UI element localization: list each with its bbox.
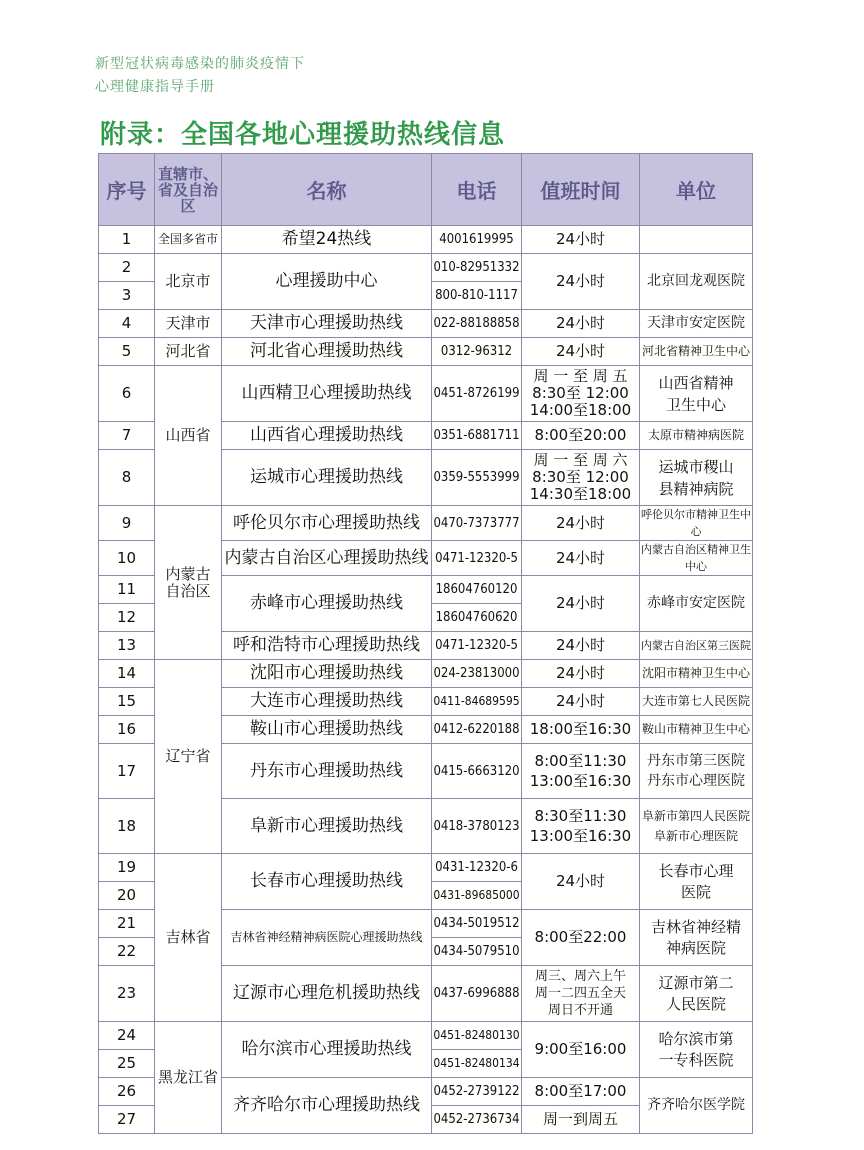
cell-unit: 丹东市第三医院 丹东市心理医院	[640, 744, 753, 799]
cell-time: 24小时	[522, 226, 640, 254]
col-header-phone: 电话	[432, 154, 522, 226]
col-header-name: 名称	[222, 154, 432, 226]
cell-phone: 0470-7373777	[432, 506, 522, 541]
cell-name: 阜新市心理援助热线	[222, 799, 432, 854]
cell-name: 吉林省神经精神病医院心理援助热线	[222, 910, 432, 966]
table-row	[99, 660, 753, 688]
cell-phone: 800-810-1117	[432, 282, 522, 310]
cell-name: 呼伦贝尔市心理援助热线	[222, 506, 432, 541]
cell-unit: 吉林省神经精 神病医院	[640, 910, 753, 966]
cell-phone: 0359-5553999	[432, 450, 522, 506]
cell-no: 15	[99, 688, 155, 716]
col-header-no: 序号	[99, 154, 155, 226]
col-header-time: 值班时间	[522, 154, 640, 226]
cell-time: 24小时	[522, 338, 640, 366]
cell-no: 19	[99, 854, 155, 882]
cell-name: 哈尔滨市心理援助热线	[222, 1022, 432, 1078]
page-title: 附录：全国各地心理援助热线信息	[100, 120, 506, 150]
cell-name: 内蒙古自治区心理援助热线	[222, 541, 432, 576]
cell-no: 27	[99, 1106, 155, 1134]
cell-unit: 齐齐哈尔医学院	[640, 1078, 753, 1134]
cell-phone: 024-23813000	[432, 660, 522, 688]
cell-time: 24小时	[522, 854, 640, 910]
cell-phone: 0312-96312	[432, 338, 522, 366]
handbook-header-line2: 心理健康指导手册	[95, 79, 215, 95]
cell-unit: 天津市安定医院	[640, 310, 753, 338]
cell-province: 辽宁省	[155, 660, 222, 854]
cell-no: 16	[99, 716, 155, 744]
table-row	[99, 310, 753, 338]
cell-unit: 长春市心理 医院	[640, 854, 753, 910]
cell-time: 周 一 至 周 五 8:30至 12:00 14:00至18:00	[522, 366, 640, 422]
cell-province: 山西省	[155, 366, 222, 506]
table-header-row	[99, 154, 753, 226]
cell-no: 21	[99, 910, 155, 938]
cell-time: 24小时	[522, 254, 640, 310]
cell-time: 24小时	[522, 688, 640, 716]
cell-province: 黑龙江省	[155, 1022, 222, 1134]
cell-name: 希望24热线	[222, 226, 432, 254]
cell-phone: 0451-8726199	[432, 366, 522, 422]
cell-phone: 0434-5019512	[432, 910, 522, 938]
cell-phone: 010-82951332	[432, 254, 522, 282]
cell-unit: 大连市第七人民医院	[640, 688, 753, 716]
cell-unit: 呼伦贝尔市精神卫生中心	[640, 506, 753, 541]
cell-name: 呼和浩特市心理援助热线	[222, 632, 432, 660]
cell-no: 4	[99, 310, 155, 338]
cell-time: 24小时	[522, 541, 640, 576]
cell-unit: 山西省精神 卫生中心	[640, 366, 753, 422]
cell-name: 大连市心理援助热线	[222, 688, 432, 716]
handbook-header-line1: 新型冠状病毒感染的肺炎疫情下	[95, 56, 305, 72]
cell-no: 26	[99, 1078, 155, 1106]
cell-unit: 哈尔滨市第 一专科医院	[640, 1022, 753, 1078]
cell-no: 25	[99, 1050, 155, 1078]
cell-no: 9	[99, 506, 155, 541]
cell-time: 8:00至17:00	[522, 1078, 640, 1106]
table-row	[99, 254, 753, 282]
cell-name: 心理援助中心	[222, 254, 432, 310]
cell-name: 天津市心理援助热线	[222, 310, 432, 338]
cell-name: 辽源市心理危机援助热线	[222, 966, 432, 1022]
cell-phone: 18604760620	[432, 604, 522, 632]
cell-province: 全国多省市	[155, 226, 222, 254]
cell-phone: 0418-3780123	[432, 799, 522, 854]
cell-unit: 内蒙古自治区第三医院	[640, 632, 753, 660]
cell-name: 丹东市心理援助热线	[222, 744, 432, 799]
cell-no: 8	[99, 450, 155, 506]
cell-phone: 4001619995	[432, 226, 522, 254]
cell-phone: 0451-82480134	[432, 1050, 522, 1078]
cell-phone: 0431-12320-6	[432, 854, 522, 882]
cell-phone: 0351-6881711	[432, 422, 522, 450]
table-row	[99, 506, 753, 541]
cell-no: 24	[99, 1022, 155, 1050]
cell-unit: 运城市稷山 县精神病院	[640, 450, 753, 506]
cell-no: 22	[99, 938, 155, 966]
cell-unit: 鞍山市精神卫生中心	[640, 716, 753, 744]
table-row	[99, 1022, 753, 1050]
cell-no: 20	[99, 882, 155, 910]
cell-no: 5	[99, 338, 155, 366]
cell-time: 周一到周五	[522, 1106, 640, 1134]
cell-no: 18	[99, 799, 155, 854]
cell-time: 9:00至16:00	[522, 1022, 640, 1078]
cell-time: 24小时	[522, 506, 640, 541]
cell-phone: 0471-12320-5	[432, 541, 522, 576]
cell-no: 3	[99, 282, 155, 310]
cell-time: 8:00至20:00	[522, 422, 640, 450]
cell-time: 18:00至16:30	[522, 716, 640, 744]
cell-phone: 0411-84689595	[432, 688, 522, 716]
cell-unit: 沈阳市精神卫生中心	[640, 660, 753, 688]
cell-unit: 阜新市第四人民医院 阜新市心理医院	[640, 799, 753, 854]
cell-time: 24小时	[522, 660, 640, 688]
cell-phone: 0451-82480130	[432, 1022, 522, 1050]
table-row	[99, 366, 753, 422]
table-row	[99, 854, 753, 882]
cell-name: 鞍山市心理援助热线	[222, 716, 432, 744]
cell-time: 24小时	[522, 632, 640, 660]
cell-province: 北京市	[155, 254, 222, 310]
cell-province: 河北省	[155, 338, 222, 366]
cell-phone: 18604760120	[432, 576, 522, 604]
cell-phone: 022-88188858	[432, 310, 522, 338]
cell-unit: 赤峰市安定医院	[640, 576, 753, 632]
cell-name: 齐齐哈尔市心理援助热线	[222, 1078, 432, 1134]
cell-name: 沈阳市心理援助热线	[222, 660, 432, 688]
cell-phone: 0471-12320-5	[432, 632, 522, 660]
cell-province: 天津市	[155, 310, 222, 338]
cell-phone: 0452-2736734	[432, 1106, 522, 1134]
cell-time: 8:00至22:00	[522, 910, 640, 966]
cell-time: 24小时	[522, 576, 640, 632]
cell-phone: 0412-6220188	[432, 716, 522, 744]
cell-time: 周三、周六上午 周一二四五全天 周日不开通	[522, 966, 640, 1022]
cell-time: 周 一 至 周 六 8:30至 12:00 14:30至18:00	[522, 450, 640, 506]
table-row	[99, 226, 753, 254]
cell-no: 10	[99, 541, 155, 576]
cell-time: 24小时	[522, 310, 640, 338]
cell-phone: 0434-5079510	[432, 938, 522, 966]
cell-province: 吉林省	[155, 854, 222, 1022]
cell-no: 6	[99, 366, 155, 422]
cell-phone: 0437-6996888	[432, 966, 522, 1022]
cell-name: 运城市心理援助热线	[222, 450, 432, 506]
cell-time: 8:30至11:30 13:00至16:30	[522, 799, 640, 854]
cell-phone: 0452-2739122	[432, 1078, 522, 1106]
cell-no: 12	[99, 604, 155, 632]
cell-unit: 辽源市第二 人民医院	[640, 966, 753, 1022]
cell-no: 23	[99, 966, 155, 1022]
cell-time: 8:00至11:30 13:00至16:30	[522, 744, 640, 799]
cell-name: 山西精卫心理援助热线	[222, 366, 432, 422]
cell-no: 2	[99, 254, 155, 282]
cell-no: 11	[99, 576, 155, 604]
cell-name: 河北省心理援助热线	[222, 338, 432, 366]
cell-name: 赤峰市心理援助热线	[222, 576, 432, 632]
cell-no: 14	[99, 660, 155, 688]
cell-province: 内蒙古 自治区	[155, 506, 222, 660]
col-header-province: 直辖市、省及自治区	[155, 154, 222, 226]
cell-no: 7	[99, 422, 155, 450]
cell-unit: 太原市精神病医院	[640, 422, 753, 450]
col-header-unit: 单位	[640, 154, 753, 226]
cell-name: 长春市心理援助热线	[222, 854, 432, 910]
cell-no: 1	[99, 226, 155, 254]
cell-unit: 北京回龙观医院	[640, 254, 753, 310]
table-row	[99, 338, 753, 366]
cell-no: 17	[99, 744, 155, 799]
cell-unit	[640, 226, 753, 254]
cell-name: 山西省心理援助热线	[222, 422, 432, 450]
cell-phone: 0415-6663120	[432, 744, 522, 799]
cell-unit: 内蒙古自治区精神卫生中心	[640, 541, 753, 576]
cell-unit: 河北省精神卫生中心	[640, 338, 753, 366]
hotline-table	[98, 153, 753, 1134]
cell-phone: 0431-89685000	[432, 882, 522, 910]
cell-no: 13	[99, 632, 155, 660]
